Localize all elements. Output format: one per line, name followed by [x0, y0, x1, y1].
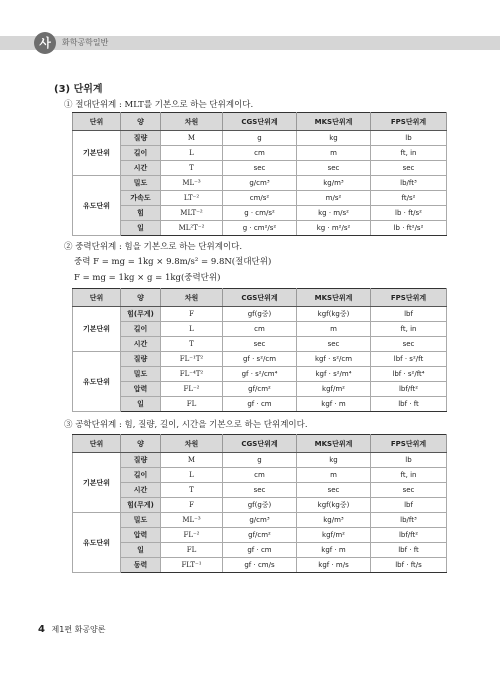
unit-category: 기본단위 [73, 307, 121, 352]
mks-cell: kgf(kg중) [297, 498, 371, 513]
header-title: 화학공학일반 [62, 38, 109, 47]
dimension-cell: F [161, 498, 223, 513]
mks-cell: kg [297, 131, 371, 146]
dimension-cell: FL⁻² [161, 382, 223, 397]
dimension-cell: T [161, 161, 223, 176]
cgs-cell: gf · cm [223, 397, 297, 412]
unit-table-3 [72, 434, 447, 573]
dimension-cell: ML²T⁻² [161, 221, 223, 236]
table-header-cell: 양 [121, 113, 161, 131]
quantity-cell: 질량 [121, 131, 161, 146]
table-header-cell: CGS단위계 [223, 435, 297, 453]
dimension-cell: F [161, 307, 223, 322]
mks-cell: kg/m³ [297, 176, 371, 191]
quantity-cell: 가속도 [121, 191, 161, 206]
cgs-cell: g · cm²/s² [223, 221, 297, 236]
dimension-cell: FL [161, 543, 223, 558]
table-row [73, 382, 447, 397]
table-row [73, 161, 447, 176]
table-row [73, 498, 447, 513]
mks-cell: m/s² [297, 191, 371, 206]
cgs-cell: g [223, 453, 297, 468]
quantity-cell: 동력 [121, 558, 161, 573]
mks-cell: sec [297, 483, 371, 498]
mks-cell: m [297, 146, 371, 161]
mks-cell: kgf · s²/cm [297, 352, 371, 367]
quantity-cell: 일 [121, 221, 161, 236]
cgs-cell: gf · s²/cm⁴ [223, 367, 297, 382]
table-row [73, 453, 447, 468]
quantity-cell: 길이 [121, 146, 161, 161]
mks-cell: kgf · m [297, 397, 371, 412]
quantity-cell: 힘(무게) [121, 498, 161, 513]
table-header-cell: 양 [121, 289, 161, 307]
section-heading: (3) 단위계 [54, 84, 103, 95]
fps-cell: lb/ft³ [371, 176, 447, 191]
table-row [73, 367, 447, 382]
footer [38, 624, 106, 635]
cgs-cell: cm [223, 146, 297, 161]
item-2-line-2: F = mg = 1kg × g = 1kg(중력단위) [74, 273, 221, 283]
unit-table-2 [72, 288, 447, 412]
table-header-cell: FPS단위계 [371, 113, 447, 131]
table-header-cell: MKS단위계 [297, 435, 371, 453]
cgs-cell: gf/cm² [223, 382, 297, 397]
dimension-cell: MLT⁻² [161, 206, 223, 221]
dimension-cell: LT⁻² [161, 191, 223, 206]
fps-cell: lb [371, 131, 447, 146]
table-row [73, 558, 447, 573]
cgs-cell: g/cm³ [223, 176, 297, 191]
mks-cell: kg · m²/s² [297, 221, 371, 236]
item-3-label: ③ 공학단위계 : 힘, 질량, 길이, 시간을 기본으로 하는 단위계이다. [64, 420, 308, 430]
table-header-cell: CGS단위계 [223, 289, 297, 307]
dimension-cell: ML⁻³ [161, 176, 223, 191]
cgs-cell: g · cm/s² [223, 206, 297, 221]
fps-cell: lbf · ft/s [371, 558, 447, 573]
fps-cell: sec [371, 161, 447, 176]
cgs-cell: cm [223, 468, 297, 483]
dimension-cell: FL⁻⁴T² [161, 367, 223, 382]
cgs-cell: gf · s²/cm [223, 352, 297, 367]
fps-cell: lbf [371, 307, 447, 322]
dimension-cell: L [161, 322, 223, 337]
dimension-cell: T [161, 483, 223, 498]
unit-category: 유도단위 [73, 513, 121, 573]
table-header-cell: FPS단위계 [371, 435, 447, 453]
table-header-cell: 양 [121, 435, 161, 453]
table-row [73, 513, 447, 528]
table-row [73, 352, 447, 367]
table-row [73, 543, 447, 558]
dimension-cell: FL⁻¹T² [161, 352, 223, 367]
dimension-cell: L [161, 468, 223, 483]
footer-text: 제1편 화공양론 [51, 625, 106, 634]
table-row [73, 131, 447, 146]
fps-cell: lb [371, 453, 447, 468]
mks-cell: kg [297, 453, 371, 468]
table-row [73, 146, 447, 161]
dimension-cell: T [161, 337, 223, 352]
fps-cell: ft, in [371, 468, 447, 483]
unit-category: 유도단위 [73, 176, 121, 236]
mks-cell: kgf(kg중) [297, 307, 371, 322]
quantity-cell: 시간 [121, 161, 161, 176]
item-2-line-1: 중력 F = mg = 1kg × 9.8m/s² = 9.8N(절대단위) [74, 257, 272, 267]
chapter-badge: 사 [34, 32, 56, 54]
table-header-cell: FPS단위계 [371, 289, 447, 307]
fps-cell: lb/ft³ [371, 513, 447, 528]
quantity-cell: 밀도 [121, 513, 161, 528]
table-header-cell: 차원 [161, 113, 223, 131]
table-row [73, 221, 447, 236]
cgs-cell: gf/cm² [223, 528, 297, 543]
cgs-cell: gf · cm [223, 543, 297, 558]
mks-cell: kgf · m/s [297, 558, 371, 573]
mks-cell: sec [297, 337, 371, 352]
quantity-cell: 질량 [121, 352, 161, 367]
cgs-cell: sec [223, 337, 297, 352]
cgs-cell: gf(g중) [223, 307, 297, 322]
cgs-cell: sec [223, 483, 297, 498]
dimension-cell: FL [161, 397, 223, 412]
quantity-cell: 시간 [121, 337, 161, 352]
fps-cell: lb · ft/s² [371, 206, 447, 221]
mks-cell: kg · m/s² [297, 206, 371, 221]
quantity-cell: 일 [121, 543, 161, 558]
table-row [73, 206, 447, 221]
fps-cell: lbf · s²/ft⁴ [371, 367, 447, 382]
unit-category: 기본단위 [73, 453, 121, 513]
table-row [73, 483, 447, 498]
quantity-cell: 압력 [121, 528, 161, 543]
mks-cell: kg/m³ [297, 513, 371, 528]
fps-cell: lbf · ft [371, 543, 447, 558]
dimension-cell: L [161, 146, 223, 161]
table-row [73, 322, 447, 337]
table-header-cell: MKS단위계 [297, 113, 371, 131]
unit-table-1 [72, 112, 447, 236]
mks-cell: kgf · m [297, 543, 371, 558]
table-header-cell: 차원 [161, 289, 223, 307]
fps-cell: ft, in [371, 322, 447, 337]
fps-cell: lb · ft²/s² [371, 221, 447, 236]
cgs-cell: g [223, 131, 297, 146]
header-bar [0, 36, 500, 50]
table-row [73, 528, 447, 543]
fps-cell: ft/s² [371, 191, 447, 206]
cgs-cell: sec [223, 161, 297, 176]
quantity-cell: 밀도 [121, 367, 161, 382]
quantity-cell: 밀도 [121, 176, 161, 191]
mks-cell: sec [297, 161, 371, 176]
fps-cell: lbf · s²/ft [371, 352, 447, 367]
quantity-cell: 길이 [121, 468, 161, 483]
mks-cell: kgf/m² [297, 382, 371, 397]
table-header-cell: CGS단위계 [223, 113, 297, 131]
dimension-cell: ML⁻³ [161, 513, 223, 528]
table-row [73, 397, 447, 412]
table-header-cell: 차원 [161, 435, 223, 453]
table-header-cell: MKS단위계 [297, 289, 371, 307]
cgs-cell: gf · cm/s [223, 558, 297, 573]
dimension-cell: FLT⁻¹ [161, 558, 223, 573]
table-header-cell: 단위 [73, 113, 121, 131]
mks-cell: kgf/m² [297, 528, 371, 543]
table-header-cell: 단위 [73, 289, 121, 307]
table-row [73, 191, 447, 206]
table-row [73, 337, 447, 352]
cgs-cell: gf(g중) [223, 498, 297, 513]
dimension-cell: M [161, 131, 223, 146]
item-2-label: ② 중력단위계 : 힘을 기본으로 하는 단위계이다. [64, 242, 243, 252]
fps-cell: lbf · ft [371, 397, 447, 412]
fps-cell: lbf/ft² [371, 528, 447, 543]
quantity-cell: 일 [121, 397, 161, 412]
fps-cell: sec [371, 337, 447, 352]
mks-cell: m [297, 322, 371, 337]
mks-cell: m [297, 468, 371, 483]
table-header-cell: 단위 [73, 435, 121, 453]
cgs-cell: cm/s² [223, 191, 297, 206]
mks-cell: kgf · s²/m⁴ [297, 367, 371, 382]
table-row [73, 468, 447, 483]
unit-category: 유도단위 [73, 352, 121, 412]
table-row [73, 176, 447, 191]
quantity-cell: 압력 [121, 382, 161, 397]
quantity-cell: 힘(무게) [121, 307, 161, 322]
fps-cell: lbf/ft² [371, 382, 447, 397]
quantity-cell: 시간 [121, 483, 161, 498]
fps-cell: lbf [371, 498, 447, 513]
quantity-cell: 질량 [121, 453, 161, 468]
fps-cell: sec [371, 483, 447, 498]
item-1-label: ① 절대단위계 : MLT를 기본으로 하는 단위계이다. [64, 100, 254, 110]
cgs-cell: cm [223, 322, 297, 337]
dimension-cell: M [161, 453, 223, 468]
quantity-cell: 길이 [121, 322, 161, 337]
table-row [73, 307, 447, 322]
dimension-cell: FL⁻² [161, 528, 223, 543]
unit-category: 기본단위 [73, 131, 121, 176]
quantity-cell: 힘 [121, 206, 161, 221]
cgs-cell: g/cm³ [223, 513, 297, 528]
page-number: 4 [38, 624, 45, 635]
fps-cell: ft, in [371, 146, 447, 161]
